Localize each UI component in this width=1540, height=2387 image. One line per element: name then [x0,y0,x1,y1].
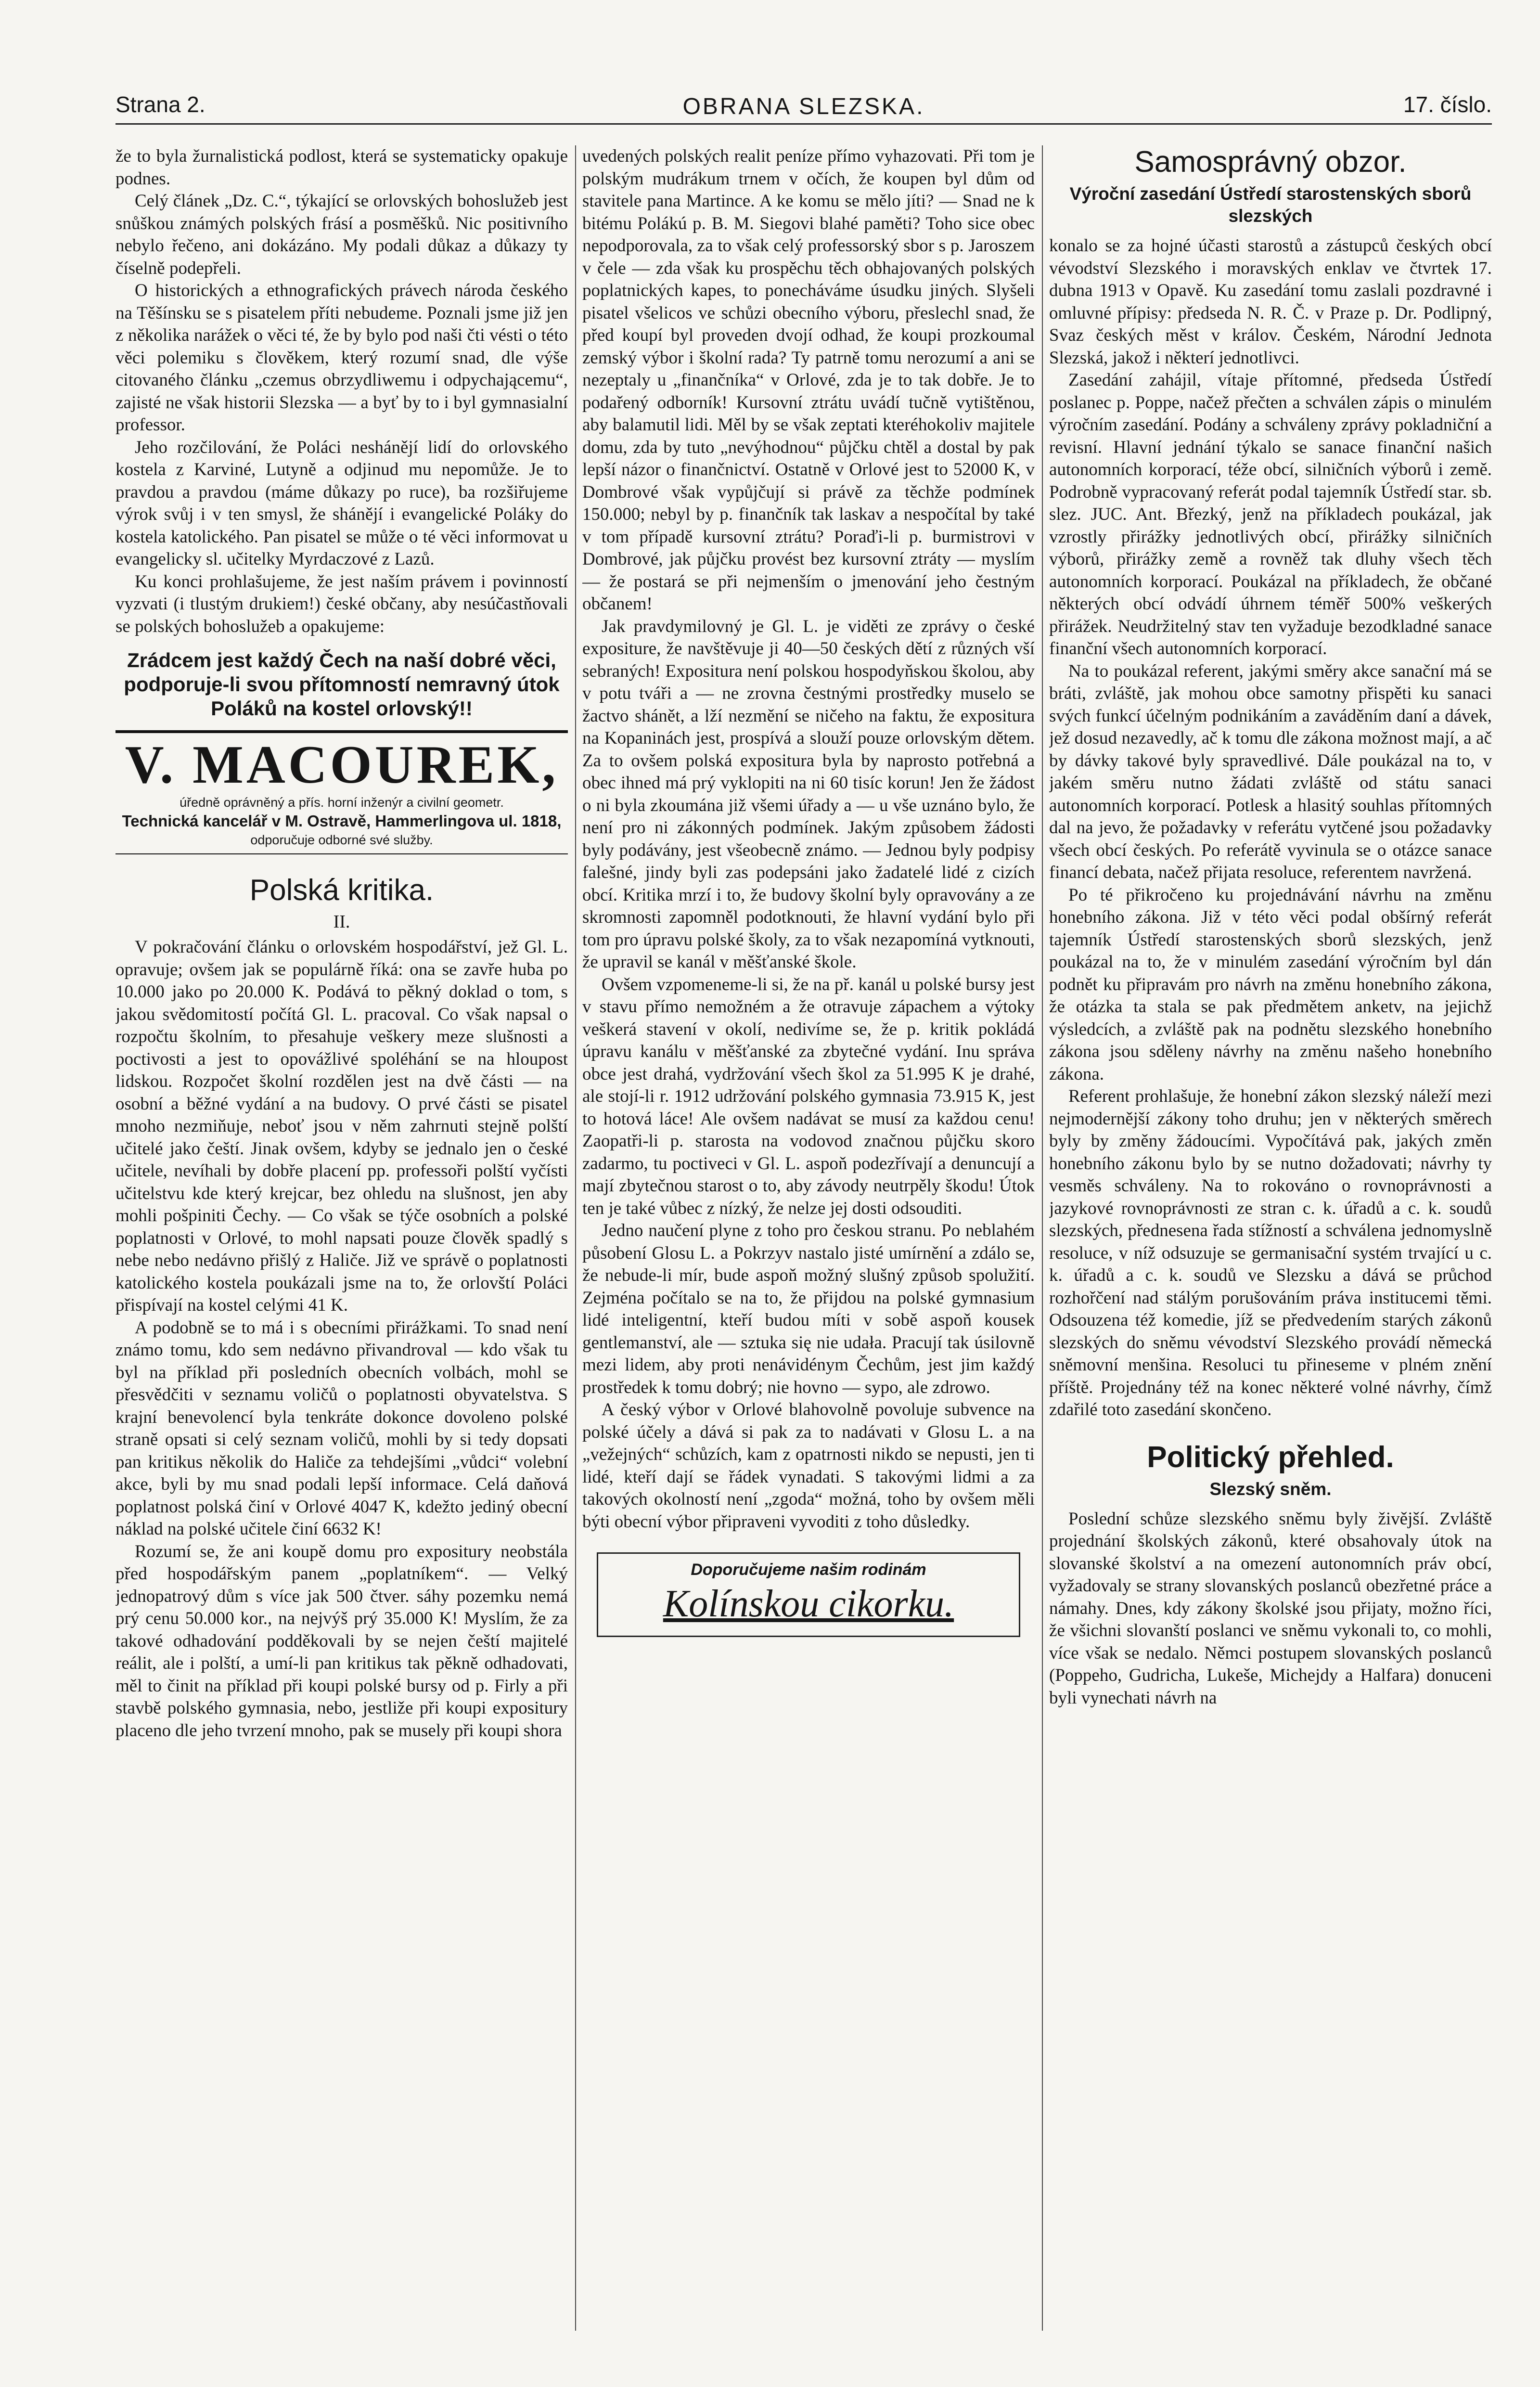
paragraph: Poslední schůze slezského sněmu byly živější. Zvláště projednání školských zákonů, které obsahovaly útok na slovanské školství a na omezení autonomních práv obcí, vyžadovaly se strany slovanských poslanců obezřetné práce a námahy. Dnes, kdy zákony školské jsou přijaty, možno říci, že všichni slovanští poslanci ve sněmu vykonali to, co mohli, více však se nedalo. Němci postupem slovanských poslanců (Poppeho, Gudricha, Lukeše, Michejdy a Halfara) donuceni byli vynechati návrh na [1049,1509,1492,1708]
paragraph: V pokračování článku o orlovském hospodářství, jež Gl. L. opravuje; ovšem jak se populárně říká: ona se zavře huba po 10.000 jako po 20.000 K. Podává to pěkný doklad o tom, s jakou svědomitostí počítá Gl. L. pracoval. Co však napsal o rozpočtu školním, to přesahuje veškery meze slušnosti a poctivosti a jest to opovážlivé spoléhání se na hloupost lidskou. Rozpočet školní rozdělen jest na dvě části — na osobní a běžné vydání a na budovy. O prvé části se pisatel mnoho nezmiňuje, neboť jsou v něm zahrnuti stejně polští učitelé jako čeští. Jinak ovšem, kdyby se jednalo jen o české učitele, nevíhali by dobře placení pp. professoři polští vyčísti učitelstvu kde který krejcar, bez ohledu na slušnost, jen aby mohli pošpiniti Čechy. — Co však se týče osobních a polské poplatnosti v Orlové, to mohl napsati pouze člověk spadlý s nebe nebo nedávno přišlý z Haliče. Již ve správě o poplatnosti katolického kostela poukázali jsme na to, že orlovští Poláci přispívají na kostel celými 41 K. [116,937,568,1315]
newspaper-page [116,91,1492,2354]
paragraph: Jedno naučení plyne z toho pro českou stranu. Po neblahém působení Glosu L. a Pokrzyv nastalo jisté umírnění a zdálo se, že nebude-li mír, bude aspoň možný slušný způsob spolužití. Zejména počítalo se na to, že přijdou na polské gymnasium lidé inteligentní, kteří budou míti v sobě aspoň kousek gentlemanství, ale — sztuka się nie udała. Pracují tak úsilovně mezi lidem, aby proti nenávidénym Čechům, jest jim každý prostředek k tomu dobrý; nie hovno — sypo, ale zdrowo. [582,1221,1035,1397]
paragraph: Rozumí se, že ani koupě domu pro expositury neobstála před hospodářským panem „poplatníkem“. — Velký jednopatrový dům s více jak 500 čtver. sáhy pozemku nemá prý cenu 50.000 kor., na nejvýš prý 35.000 K! Myslím, že za takové odhadování podděkovali by se nejen čeští majitelé reálit, ale i polští, a umí-li pan kritikus tak pěkně odhadovati, měl to činit na příklad při koupi polské bursy od p. Firly a při stavbě polského gymnasia, nebo, jestliže při koupi expositury placeno dle jeho tvrzení mnoho, pak se musely při koupi shora [116,1541,568,1741]
article-subhead: Slezský sněm. [1209,1479,1332,1499]
ad-name: V. MACOUREK, [125,735,559,795]
page-number: Strana 2. [116,92,205,117]
paragraph: konalo se za hojné účasti starostů a zástupců českých obcí vévodství Slezského i moravských enklav ve čtvrtek 17. dubna 1913 v Opavě. Ku zasedání tomu zaslali pozdravné i omluvné přípisy: předseda N. R. Č. v Praze p. Dr. Podlipný, Svaz českých měst v králov. Českém, Národní Jednota Slezská, jakož i některí jednotlivci. [1049,236,1492,368]
paragraph: Jak pravdymilovný je Gl. L. je viděti ze zprávy o české expositure, že navštěvuje ji 40—50 českých dětí z různých vší sebraných! Expositura není polskou hospodyňskou školou, aby v potu tváři a — ne zrovna čestnými prostředky muselo se žactvo shánět, a lží nezmění se ničeho na faktu, že expositura na Kopaninách jest, prospívá a slouží pouze orlovským dětem. Za to ovšem polská expositura byla by naprosto potřebná a obec ihned má prý vyklopiti na ni 60 tisíc korun! Jen že žádost o ni byla zkoumána již všemi úřady a — u vše uznáno bylo, že není pro ni zákonných podmínek. Jakým způsobem žádosti byly podávány, jest všeobecně známo. — Jednou byly podpisy falešné, jindy byli zas podepsáni jako žadatelé lidé z cizích obcí. Kritika mrzí i to, že budovy školní byly opravovány a ze skromnosti zapomněl podotknouti, že hlavní vydání bylo při tom pro úpravu polské školy, za to však nezapomíná vytknouti, že upravil se kanál v měšťanské škole. [582,616,1035,972]
paragraph: Ovšem vzpomeneme-li si, že na př. kanál u polské bursy jest v stavu přímo nemožném a že otravuje zápachem a výtoky veškerá stavení v okolí, nedivíme se, že p. kritik pokládá úpravu kanálu v měšťanské za zbytečné vydání. Inu správa obce jest drahá, vydržování všech škol za 51.995 K je drahé, ale stojí-li r. 1912 udržování polského gymnasia 73.915 K, jest to hotová láce! Ale ovšem nadávat se musí za každou cenu! Zaopatři-li p. starosta na vodovod značnou půjčku skoro zadarmo, tu poctiveci v Gl. L. aspoň podezřívají a denuncují a mají zbytečnou starost o to, aby závody neutrpěly škodu! Útok ten je také vůbec z nízký, že nelze jej dosti odsouditi. [582,974,1035,1218]
paragraph: Ku konci prohlašujeme, že jest naším právem i povinností vyzvati (i tlustým drukiem!) české občany, aby nesúčastňovali se polských bohoslužeb a opakujeme: [116,571,568,636]
ad-rule [116,853,568,854]
paragraph: A český výbor v Orlové blahovolně povoluje subvence na polské účely a dává si pak za to nadávati v Glosu L. a na „vežejných“ schůzích, kam z opatrnosti nikdo se nepusti, jen ti lidé, kteří dají se řádek vynadati. S takovými lidmi a za takových okolností není „zgoda“ možná, toho by ovšem měli býti obecní výbor připraveni vyvoditi z toho důsledky. [582,1400,1035,1532]
issue-number: 17. číslo. [1403,92,1492,117]
advertisement-cikorka [597,1552,1020,1637]
adbox-headline: Doporučujeme našim rodinám [691,1561,926,1579]
paragraph: že to byla žurnalistická podlost, která se systematicky opakuje podnes. [116,146,568,189]
article-subhead: Výroční zasedání Ústředí starostenských sborů slezských [1069,184,1472,226]
paragraph: Na to poukázal referent, jakými směry akce sanační má se bráti, zvláště, jak mohou obce samotny přispěti ku sanaci svých funkcí účelným podnikáním a zaváděním daní a dávek, jež dosud nezavedly, ač k tomu dle zákona možnost mají, a ač by dávky takové byly spravedlivé. Dále poukázal na to, v jakém směru nutno žádati zvláště od státu sanaci autonomních korporací. Potlesk a hlasitý souhlas přítomných dal na jevo, že požadavky v referátu vytčené jsou požadavky všech obcí českých. Po referátě vyvinula se o otázce sanace financí debata, načež přijata resoluce, referentem navržená. [1049,661,1492,882]
callout-text: Zrádcem jest každý Čech na naší dobré věci, podporuje-li svou přítomností nemravný útok Poláků na kostel orlovský!! [124,649,560,720]
paragraph: Referent prohlašuje, že honební zákon slezský náleží mezi nejmodernější zákony toho druhu; jen v některých směrech byly by změny žádoucími. Vypočítává pak, jakých změn honebního zákonu bylo by se nutno dožadovati; návrhy ty vesměs schváleny. Na to rokováno o rovnoprávnosti a jazykové rovnoprávnosti ze stran c. k. úřadů a c. k. soudů slezských, přednesena řada stížností a schválena jednomyslně resoluce, v níž odsuzuje se germanisační systém trvající u c. k. úřadů a c. k. soudů ve Slezsku a dává se průchod rozhořčení nad stálým porušováním práva institucemi těmi. Odsouzena též komedie, jíž se předvedením starých zákonů slezských do sněmu vévodství Slezského provádí německá sněmovní menšina. Resoluci tu přineseme v plném znění příště. Projednány též na konec některé volné návrhy, čímž zdařilé toto zasedání skončeno. [1049,1086,1492,1419]
section-title: Samosprávný obzor. [1134,145,1407,179]
ad-rule [116,730,568,733]
column-3 [1049,145,1492,2340]
column-2 [582,145,1035,2340]
ad-line: úředně oprávněný a přís. horní inženýr a civilní geometr. [180,795,504,810]
paragraph: Jeho rozčilování, že Poláci neshánějí lidí do orlovského kostela z Karviné, Lutyně a odjinud mu nepomůže. Je to pravdou a pravdou (máme důkazy po ruce), ba rozšiřujeme výrok svůj i v ten smysl, že shánějí i evangelické Poláky do kostela katolického. Pan pisatel se může o té věci informovat u evangelicky sl. učitelky Myrdaczové z Lazů. [116,437,568,569]
paragraph: O historických a ethnografických právech národa českého na Těšínsku se s pisatelem příti nebudeme. Poznali jsme již jen z několika narážek o věci té, že by bylo pod naši čti vésti o této věci polemiku s člověkem, který rozumí snad, dle výše citovaného článku „czemus obrzydliwemu i odpychającemu“, zajisté ne však historii Slezska — a byť by to i byl gymnasialní professor. [116,281,568,435]
newspaper-title: OBRANA SLEZSKA. [682,94,925,119]
paragraph: A podobně se to má i s obecními přirážkami. To snad není známo tomu, kdo sem nedávno přivandroval — kdo však tu byl na příklad při posledních obecních volbách, mohl se přesvědčiti v seznamu voličů o poplatnosti obyvatelstva. S krajní benevolencí byla tenkráte dokonce dovoleno polské straně opsati si celý seznam voličů, mohli by si tedy dopsati pan kritikus několik do Haliče za tehdejšími „vůdci“ volební akce, byli by mu snad podali lepší informace. Celá daňová poplatnost polská činí v Orlové 4047 K, kdežto jediný obecní náklad na polské učitele činí 6632 K! [116,1317,568,1539]
paragraph: Celý článek „Dz. C.“, týkající se orlovských bohoslužeb jest snůškou známých polských frásí a posměšků. Nic positivního nebylo řečeno, ani dokázáno. My podali důkaz a důkazy ty číselně podepřeli. [116,191,568,278]
column-1 [116,145,568,2340]
advertisement-macourek [116,730,568,854]
paragraph: uvedených polských realit peníze přímo vyhazovati. Při tom je polským mudrákum trnem v očích, že koupen byl dům od stavitele pana Martince. A ke komu se mělo jíti? — Snad ne k bitému Polákú p. B. M. Siegovi blahé paměti? Toho sice obec nepodporovala, za to však celý professorský sbor s p. Jaroszem v čele — zda však ku prospěchu těch obhajovaných polských poplatnických kapes, to ponecháváme úsudku jiných. Slyšeli pisatel všelicos ve schůzi obecního výboru, přeslechl snad, že před koupí byl proveden dvojí odhad, že koupi prozkoumal zemský výbor i školní rada? Ty patrně tomu nerozumí a ani se nezeptaly u „finančníka“ v Orlové, zda je to tak dobře. Je to podařený odborník! Kursovní ztrátu uvádí tučně vytištěnou, aby balamutil lidi. Měl by se však zeptati kteréhokoliv majitele domu, zda by tuto „nevýhodnou“ půjčku chtěl a dostal by pak lepší názor o finančnictví. Ostatně v Orlové jest to 52000 K, v Dombrové však vypůjčují si právě za těchže podmínek 150.000; nebyl by p. finančník tak laskav a nespočítal by také v tom případě kursovní ztrátu? Poraďi-li p. burmistrovi v Dombrové, jak půjčku provést bez kursovní ztráty — myslím — že postará se při nejmenším o jmenování jeho čestným občanem! [582,146,1035,614]
column-divider [1042,145,1043,2331]
ad-line: Technická kancelář v M. Ostravě, Hammerlingova ul. 1818, [122,812,562,830]
column-divider [575,145,576,2331]
adbox-product: Kolínskou cikorku. [663,1583,954,1625]
page-header [116,91,1492,125]
ad-line: odporučuje odborné své služby. [250,833,433,847]
header-rule [116,123,1492,125]
paragraph: Zasedání zahájil, vítaje přítomné, předseda Ústředí poslanec p. Poppe, načež přečten a schválen zápis o minulém výročním zasedání. Podány a schváleny zprávy pokladniční a revisní. Hlavní jednání týkalo se sanace finanční našich autonomních korporací, téže obcí, silničních výborů i země. Podrobně vypracovaný referát podal tajemník Ústředí star. sb. slez. JUC. Ant. Březký, jenž na příkladech poukázal, jak vzrostly přirážky jednotlivých obcí, přirážky silničních výborů, přirážky země a rovněž tak dluhy všech těch autonomních korporací. Poukázal na příkladech, že občané některých obcí odvádí úhrnem téměř 500% veškerých přirážek. Neudržitelný stav ten vyžaduje bezodkladné sanace finanční všech autonomních korporací. [1049,370,1492,658]
section-title: Politický přehled. [1147,1440,1394,1474]
paragraph: Po té přikročeno ku projednávání návrhu na změnu honebního zákona. Již v této věci podal obšírný referát tajemník Ústředí starostenských sborů slezských, jenž poukázal na to, že v minulém zasedání výročním byl dán podnět ku připravám pro návrh na změnu honebního zákona, že otázka ta stala se pak předmětem anketv, na jejichž výsledcích, a zvláště pak na podnětu slezského honebního zákona jsou sděleny návrhy na změnu našeho honebního zákona. [1049,885,1492,1084]
section-number: II. [333,912,350,932]
section-title: Polská kritika. [249,874,434,907]
